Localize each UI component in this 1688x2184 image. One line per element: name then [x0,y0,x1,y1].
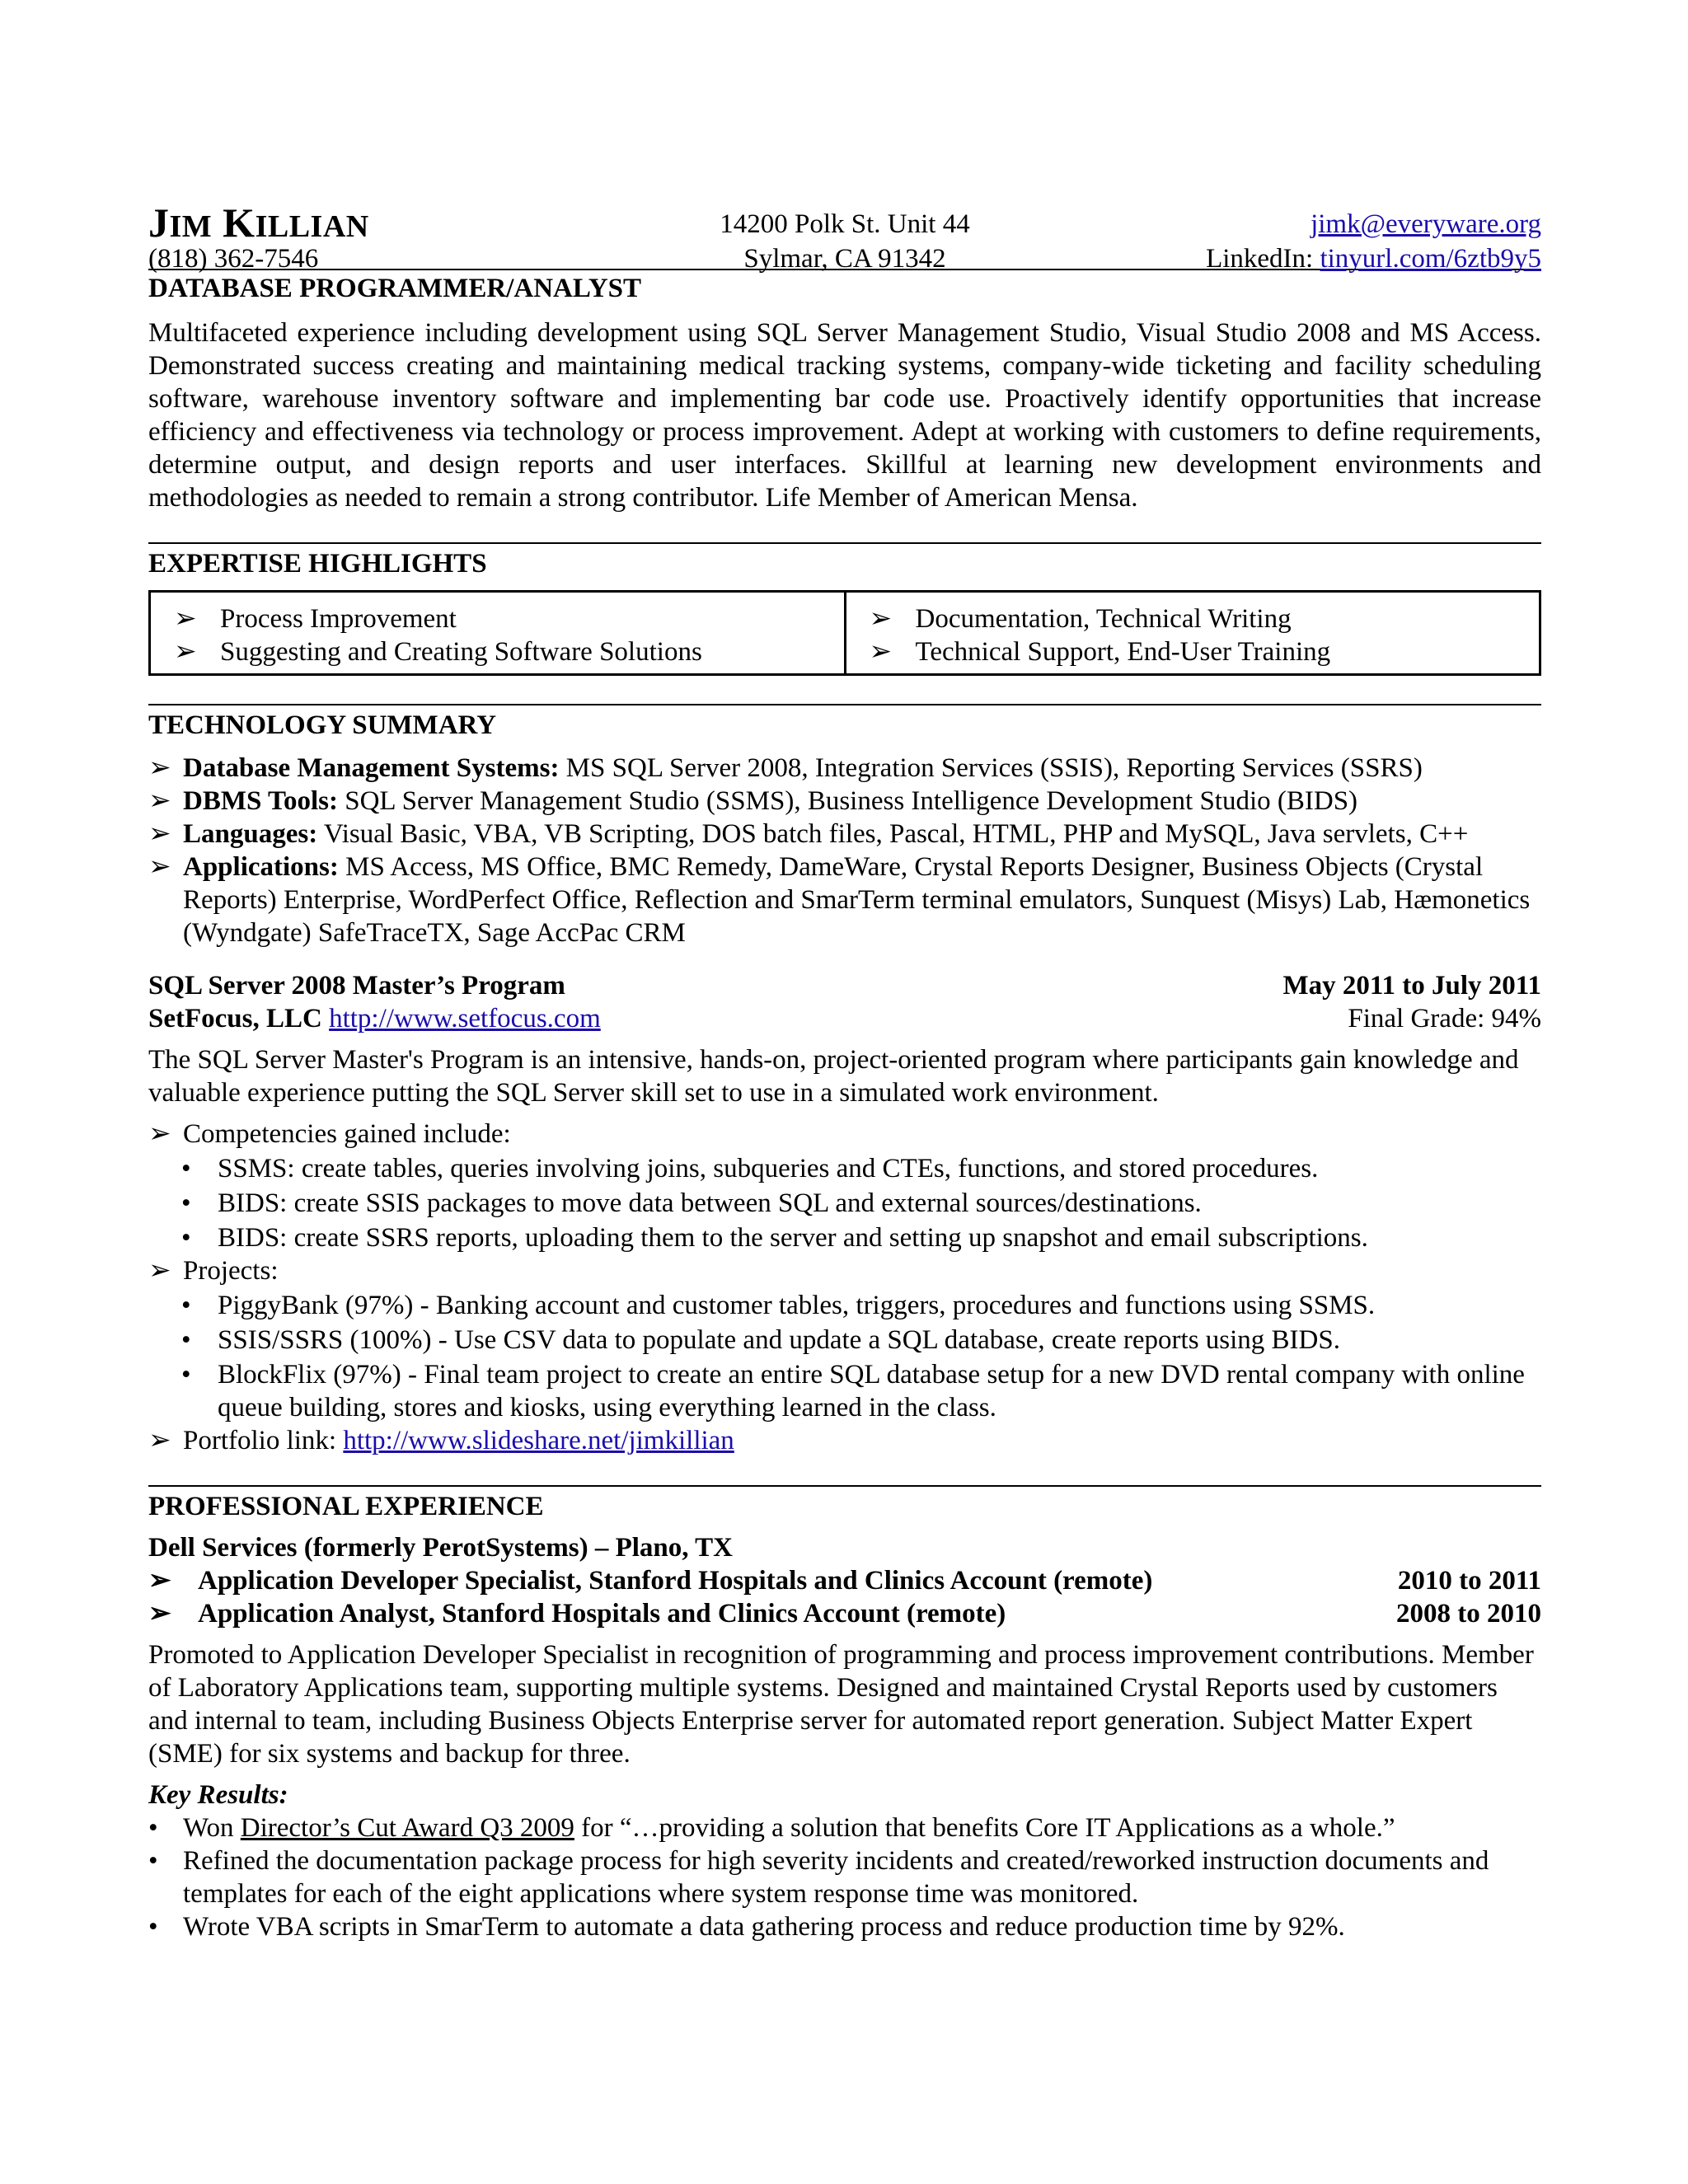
address-line-2: Sylmar, CA 91342 [743,244,946,274]
competency-text: BIDS: create SSIS packages to move data between SQL and external sources/destinations. [218,1188,1202,1218]
technology-text: MS Access, MS Office, BMC Remedy, DameWare, Crystal Reports Designer, Business Objects (Crystal Reports) Enterprise, WordPerfect Office, Reflection and SmarTerm terminal emulators, Sunquest (Misys) Lab, Hæmonetics (Wyndgate) SafeTraceTX, Sage AccPac CRM [183,852,1531,948]
arrow-bullet-icon: ➢ [148,1426,171,1455]
email-link-wrap [1311,208,1541,241]
competency-item [148,1221,1541,1254]
technology-item [148,785,1541,818]
expertise-item-text: Documentation, Technical Writing [915,604,1292,634]
expertise-item [174,635,844,668]
technology-item [148,818,1541,851]
competency-text: BIDS: create SSRS reports, uploading them to the server and setting up snapshot and email subscriptions. [218,1223,1368,1253]
arrow-bullet-icon: ➢ [148,1119,171,1149]
technology-label: Database Management Systems: [183,753,560,783]
arrow-bullet-icon: ➢ [148,1256,171,1286]
program-grade: Final Grade: 94% [1348,1004,1541,1033]
key-results-label: Key Results: [148,1780,288,1810]
result-text: for “…providing a solution that benefits Core IT Applications as a whole.” [574,1813,1395,1843]
role-row [148,1564,1541,1597]
role-title: Application Analyst, Stanford Hospitals and Clinics Account (remote) [198,1599,1006,1629]
result-text: Refined the documentation package process for high severity incidents and created/reworked instruction documents and templates for each of the eight applications where system response time was monitored. [183,1846,1489,1909]
experience-description: Promoted to Application Developer Specialist in recognition of programming and process improvement contributions. Member of Laboratory Applications team, supporting multiple systems. Designed and maintained Crystal Reports used by customers and internal to team, including Business Objects Enterprise server for automated report generation. Subject Matter Expert (SME) for six systems and backup for three. [148,1640,1534,1769]
experience-heading: PROFESSIONAL EXPERIENCE [148,1485,1541,1523]
arrow-bullet-icon: ➢ [148,786,171,816]
technology-item [148,752,1541,785]
expertise-table [148,590,1541,676]
arrow-bullet-icon: ➢ [148,753,171,783]
bullet-icon: • [181,1223,191,1253]
portfolio-item [148,1424,1541,1457]
contact-header [148,194,1541,274]
arrow-bullet-icon: ➢ [869,637,893,667]
expertise-item [870,602,1540,635]
program-org-row [148,1002,1541,1035]
arrow-bullet-icon: ➢ [148,819,171,849]
role-title: Application Developer Specialist, Stanford Hospitals and Clinics Account (remote) [198,1566,1153,1596]
expertise-item [870,635,1540,668]
candidate-name: JIM KILLIAN [148,199,369,246]
competency-item [148,1152,1541,1185]
program-title-row [148,969,1541,1002]
bullet-icon: • [148,1813,158,1843]
bullet-icon: • [181,1154,191,1183]
project-text: PiggyBank (97%) - Banking account and customer tables, triggers, procedures and functions using SSMS. [218,1291,1376,1320]
address-line-1: 14200 Polk St. Unit 44 [720,209,970,239]
portfolio-link[interactable]: http://www.slideshare.net/jimkillian [343,1426,734,1455]
expertise-item-text: Technical Support, End-User Training [915,637,1331,667]
bullet-icon: • [148,1846,158,1876]
program-org-line [148,1002,601,1035]
competency-item [148,1187,1541,1220]
technology-list [148,752,1541,949]
bullet-icon: • [148,1912,158,1942]
linkedin-link[interactable]: tinyurl.com/6ztb9y5 [1320,244,1541,274]
project-item [148,1289,1541,1322]
project-text: BlockFlix (97%) - Final team project to create an entire SQL database setup for a new DVD rental company with online queue building, stores and kiosks, using everything learned in the class. [218,1360,1525,1422]
program-title: SQL Server 2008 Master’s Program [148,971,565,1001]
technology-text: SQL Server Management Studio (SSMS), Business Intelligence Development Studio (BIDS) [337,786,1358,816]
competencies-label: Competencies gained include: [183,1119,511,1149]
projects-item [148,1254,1541,1287]
role-dates: 2010 to 2011 [1397,1566,1541,1596]
key-result-item [148,1844,1541,1910]
key-result-item [148,1910,1541,1943]
phone-number: (818) 362-7546 [148,244,319,274]
technology-text: Visual Basic, VBA, VB Scripting, DOS batch files, Pascal, HTML, PHP and MySQL, Java servlets, C++ [317,819,1469,849]
resume-page [148,194,1541,1943]
role-dates: 2008 to 2010 [1396,1599,1541,1629]
arrow-bullet-icon: ➢ [174,637,197,667]
bullet-icon: • [181,1188,191,1218]
program-dates: May 2011 to July 2011 [1282,971,1541,1001]
expertise-item [174,602,844,635]
competencies-item [148,1118,1541,1151]
bullet-icon: • [181,1360,191,1390]
technology-label: Languages: [183,819,318,849]
program-org: SetFocus, LLC [148,1004,322,1033]
linkedin-label: LinkedIn: [1206,244,1320,274]
result-text: Wrote VBA scripts in SmarTerm to automate a data gathering process and reduce production time by 92%. [183,1912,1345,1942]
arrow-bullet-icon: ➢ [869,604,893,634]
arrow-bullet-icon: ➢ [148,1599,171,1629]
role-row [148,1597,1541,1630]
technology-text: MS SQL Server 2008, Integration Services (SSIS), Reporting Services (SSRS) [559,753,1423,783]
bullet-icon: • [181,1291,191,1320]
summary-paragraph: Multifaceted experience including development using SQL Server Management Studio, Visual Studio 2008 and MS Access. Demonstrated success creating and maintaining medical tracking systems, company-wide ticketing and facility scheduling software, warehouse inventory software and implementing bar code use. Proactively identify opportunities that increase efficiency and effectiveness via technology or process improvement. Adept at working with customers to define requirements, determine output, and design reports and user interfaces. Skillful at learning new development environments and methodologies as needed to remain a strong contributor. Life Member of American Mensa. [148,318,1541,513]
program-description: The SQL Server Master's Program is an intensive, hands-on, project-oriented program where participants gain knowledge and valuable experience putting the SQL Server skill set to use in a simulated work environment. [148,1045,1519,1108]
technology-label: DBMS Tools: [183,786,338,816]
expertise-column-right [844,593,1540,673]
arrow-bullet-icon: ➢ [174,604,197,634]
award-name: Director’s Cut Award Q3 2009 [240,1813,574,1843]
technology-item [148,851,1541,949]
portfolio-label: Portfolio link: [183,1426,344,1455]
key-result-item [148,1811,1541,1844]
linkedin-line [1206,242,1541,275]
email-link[interactable]: jimk@everyware.org [1311,209,1541,239]
project-item [148,1324,1541,1357]
result-text: Won [183,1813,241,1843]
arrow-bullet-icon: ➢ [148,1566,171,1596]
competency-text: SSMS: create tables, queries involving joins, subqueries and CTEs, functions, and stored procedures. [218,1154,1319,1183]
bullet-icon: • [181,1325,191,1355]
project-item [148,1358,1541,1424]
program-url-link[interactable]: http://www.setfocus.com [329,1004,601,1033]
expertise-heading: EXPERTISE HIGHLIGHTS [148,542,1541,580]
arrow-bullet-icon: ➢ [148,852,171,882]
projects-label: Projects: [183,1256,279,1286]
employer-name: Dell Services (formerly PerotSystems) – Plano, TX [148,1533,734,1563]
expertise-item-text: Process Improvement [220,604,457,634]
technology-heading: TECHNOLOGY SUMMARY [148,704,1541,742]
expertise-item-text: Suggesting and Creating Software Solutions [220,637,702,667]
technology-label: Applications: [183,852,339,882]
job-title: DATABASE PROGRAMMER/ANALYST [148,274,642,303]
expertise-column-left [151,593,844,673]
project-text: SSIS/SSRS (100%) - Use CSV data to populate and update a SQL database, create reports using BIDS. [218,1325,1340,1355]
